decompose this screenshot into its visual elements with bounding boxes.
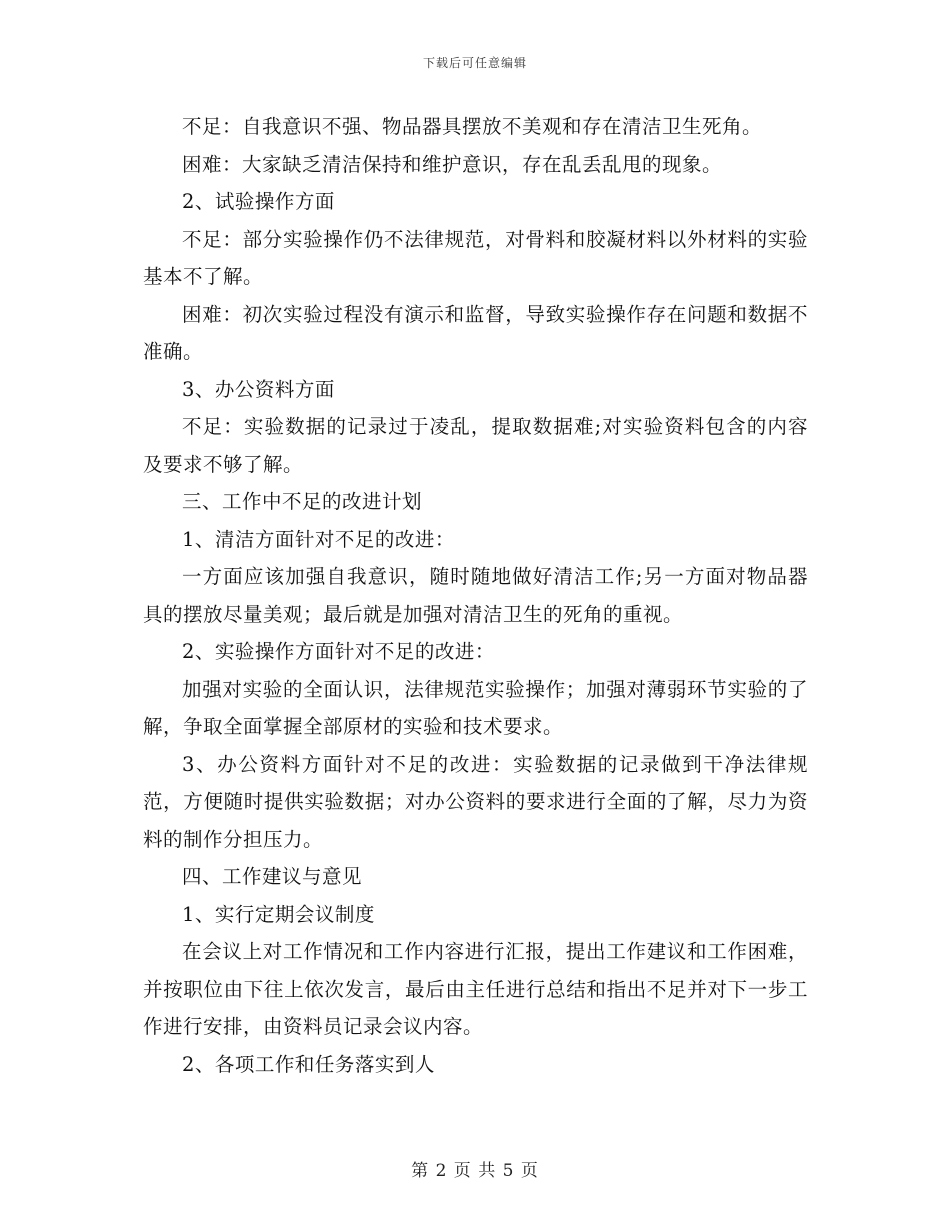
document-body <box>143 108 808 1083</box>
paragraph: 加强对实验的全面认识，法律规范实验操作；加强对薄弱环节实验的了解，争取全面掌握全部原材的实验和技术要求。 <box>143 677 808 738</box>
page-header: 下载后可任意编辑 <box>422 56 527 70</box>
paragraph: 困难：初次实验过程没有演示和监督，导致实验操作存在问题和数据不准确。 <box>143 302 808 363</box>
paragraph: 不足：部分实验操作仍不法律规范，对骨料和胶凝材料以外材料的实验基本不了解。 <box>143 227 808 288</box>
section-heading: 四、工作建议与意见 <box>182 865 363 888</box>
paragraph: 一方面应该加强自我意识，随时随地做好清洁工作;另一方面对物品器具的摆放尽量美观；最后就是加强对清洁卫生的死角的重视。 <box>143 565 808 626</box>
section-heading: 3、办公资料方面 <box>182 377 335 401</box>
section-heading: 三、工作中不足的改进计划 <box>182 490 423 513</box>
section-heading: 2、试验操作方面 <box>182 190 335 213</box>
section-heading: 1、实行定期会议制度 <box>182 902 375 926</box>
paragraph: 3、办公资料方面针对不足的改进：实验数据的记录做到干净法律规范，方便随时提供实验数据；对办公资料的要求进行全面的了解，尽力为资料的制作分担压力。 <box>143 752 808 851</box>
paragraph: 不足：实验数据的记录过于凌乱，提取数据难;对实验资料包含的内容及要求不够了解。 <box>143 415 808 476</box>
paragraph: 在会议上对工作情况和工作内容进行汇报，提出工作建议和工作困难，并按职位由下往上依次发言，最后由主任进行总结和指出不足并对下一步工作进行安排，由资料员记录会议内容。 <box>143 940 808 1038</box>
paragraph: 不足：自我意识不强、物品器具摆放不美观和存在清洁卫生死角。 <box>182 115 763 138</box>
page-footer: 第 2 页 共 5 页 <box>411 1161 539 1181</box>
section-heading: 2、实验操作方面针对不足的改进： <box>182 640 495 663</box>
section-heading: 1、清洁方面针对不足的改进： <box>182 527 455 551</box>
section-heading: 2、各项工作和任务落实到人 <box>182 1052 435 1076</box>
paragraph: 困难：大家缺乏清洁保持和维护意识，存在乱丢乱甩的现象。 <box>182 152 723 176</box>
